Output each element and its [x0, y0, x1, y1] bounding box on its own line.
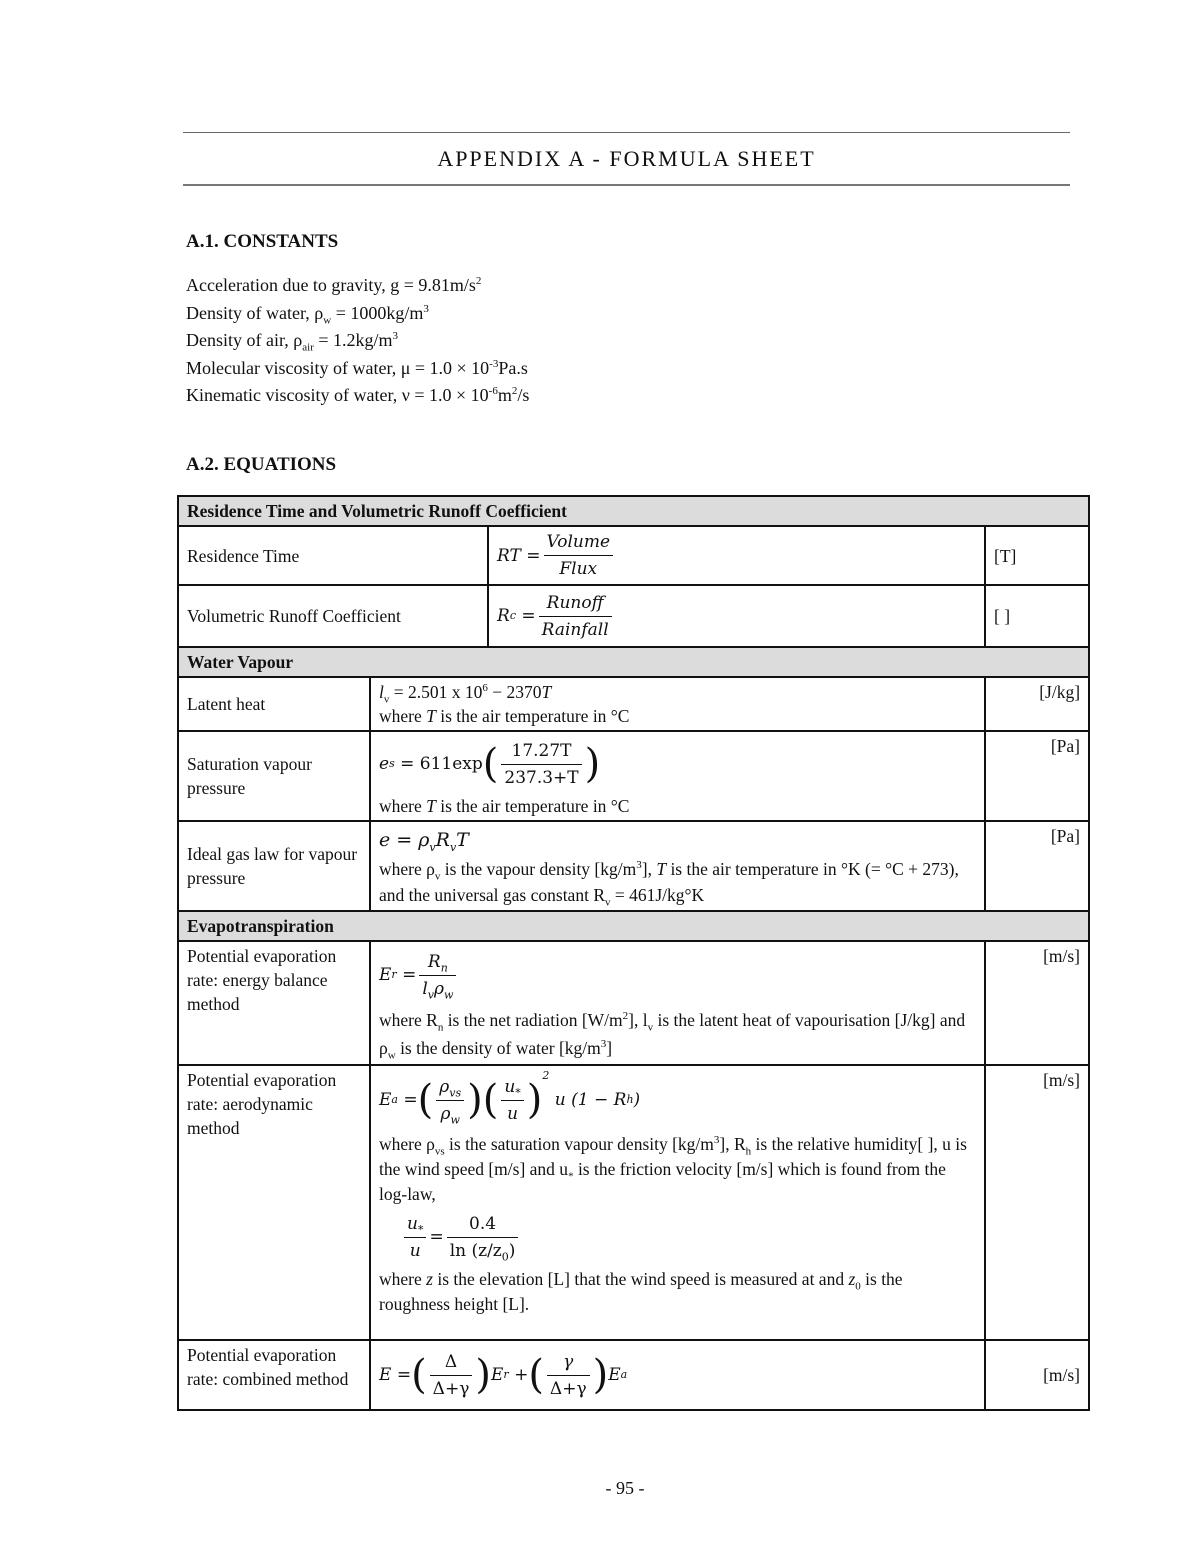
group-evap [178, 911, 1089, 941]
runoff-label: Volumetric Runoff Coefficient [178, 585, 488, 647]
constant-kinematic-viscosity: Kinematic viscosity of water, $\nu = 1.0 \times 10^{-6}m^2/s$ [186, 385, 530, 405]
combined-label: Potential evaporation rate: combined method [178, 1340, 370, 1410]
saturation-label: Saturation vapour pressure [178, 731, 370, 821]
row-saturation-vapour [178, 731, 1089, 821]
row-ideal-gas [178, 821, 1089, 911]
combined-formula: E = ( $\frac{\Delta}{\Delta+\gamma}$ ) E r + ( $\frac{\gamma}{\Delta+\gamma}$ ) E a [370, 1340, 985, 1410]
runoff-unit: [ ] [985, 585, 1089, 647]
energy-label: Potential evaporation rate: energy balance method [178, 941, 370, 1065]
ideal-gas-label: Ideal gas law for vapour pressure [178, 821, 370, 911]
aero-unit: [m/s] [985, 1065, 1089, 1340]
energy-unit: [m/s] [985, 941, 1089, 1065]
row-latent-heat [178, 677, 1089, 731]
row-residence-time [178, 526, 1089, 585]
combined-unit: [m/s] [985, 1340, 1089, 1410]
group-evap-label: Evapotranspiration [178, 911, 1089, 941]
aero-formula: E a = ( $\frac{\rho_{vs}}{\rho_w}$ ) ( $\frac{u_*}{u}$ ) 2 u (1 − R h ) where $\rho_{vs}$ is the saturation vapour density $[kg/m^3]$, $R_h$ is the relative humidity[ ], u is the wind speed [m/s] and $u_*$ is the friction velocity [m/s] which is found from the log-law, $\frac{u_*}{u}$ = $\frac{0.4}{\ln (z/z_0)}$ where z is the elevation [L] that the wind speed is measured at and $z_0$ is the roughness height [L]. [370, 1065, 985, 1340]
top-rule [183, 132, 1070, 133]
latent-heat-unit: [J/kg] [985, 677, 1089, 731]
constant-water-density: Density of water, $\rho_w = 1000kg/m^3$ [186, 302, 429, 327]
aero-label: Potential evaporation rate: aerodynamic method [178, 1065, 370, 1340]
page-title: APPENDIX A - FORMULA SHEET [437, 146, 816, 171]
saturation-formula: e s = 611exp ( $\frac{17.27T}{237.3+T}$ ) where T is the air temperature in °C [370, 731, 985, 821]
title-underline [183, 184, 1070, 186]
constants-heading: A.1. CONSTANTS [186, 231, 339, 252]
row-aerodynamic [178, 1065, 1089, 1340]
latent-heat-formula: $l_v = 2.501$ x $10^6 - 2370T$ where T is the air temperature in °C [370, 677, 985, 731]
group-residence [178, 496, 1089, 526]
row-energy-balance [178, 941, 1089, 1065]
residence-time-formula: RT = $\frac{\text{Volume}}{\text{Flux}}$ [488, 526, 985, 585]
equations-table [177, 495, 1090, 1411]
energy-formula: E r = $\frac{R_n}{l_v\rho_w}$ where $R_n$ is the net radiation $[W/m^2]$, $l_v$ is the latent heat of vapourisation [J/kg] and $\rho_w$ is the density of water $[kg/m^3]$ [370, 941, 985, 1065]
constants-list [186, 272, 529, 410]
equations-heading: A.2. EQUATIONS [186, 454, 337, 475]
row-combined [178, 1340, 1089, 1410]
group-residence-label: Residence Time and Volumetric Runoff Coefficient [178, 496, 1089, 526]
constant-gravity: Acceleration due to gravity, $g = 9.81m/s^2$ [186, 275, 482, 295]
runoff-formula: R c = $\frac{\text{Runoff}}{\text{Rainfall}}$ [488, 585, 985, 647]
latent-heat-label: Latent heat [178, 677, 370, 731]
log-law-formula: $\frac{u_*}{u}$ = $\frac{0.4}{\ln (z/z_0)}$ [401, 1207, 976, 1267]
group-vapour-label: Water Vapour [178, 647, 1089, 677]
group-vapour [178, 647, 1089, 677]
saturation-unit: [Pa] [985, 731, 1089, 821]
constant-molecular-viscosity: Molecular viscosity of water, $\mu = 1.0 \times 10^{-3}Pa.s$ [186, 357, 528, 378]
page-number: - 95 - [605, 1478, 645, 1498]
ideal-gas-formula: $e = \rho_vR_vT$ where $\rho_v$ is the vapour density $[kg/m^3]$, T is the air temperature in °K (= °C + 273), and the universal gas constant $R_v = 461J/kg^\circ K$ [370, 821, 985, 911]
constant-air-density: Density of air, $\rho_{air} = 1.2kg/m^3$ [186, 330, 399, 354]
residence-time-unit: [T] [985, 526, 1089, 585]
ideal-gas-unit: [Pa] [985, 821, 1089, 911]
residence-time-label: Residence Time [178, 526, 488, 585]
row-runoff-coefficient [178, 585, 1089, 647]
